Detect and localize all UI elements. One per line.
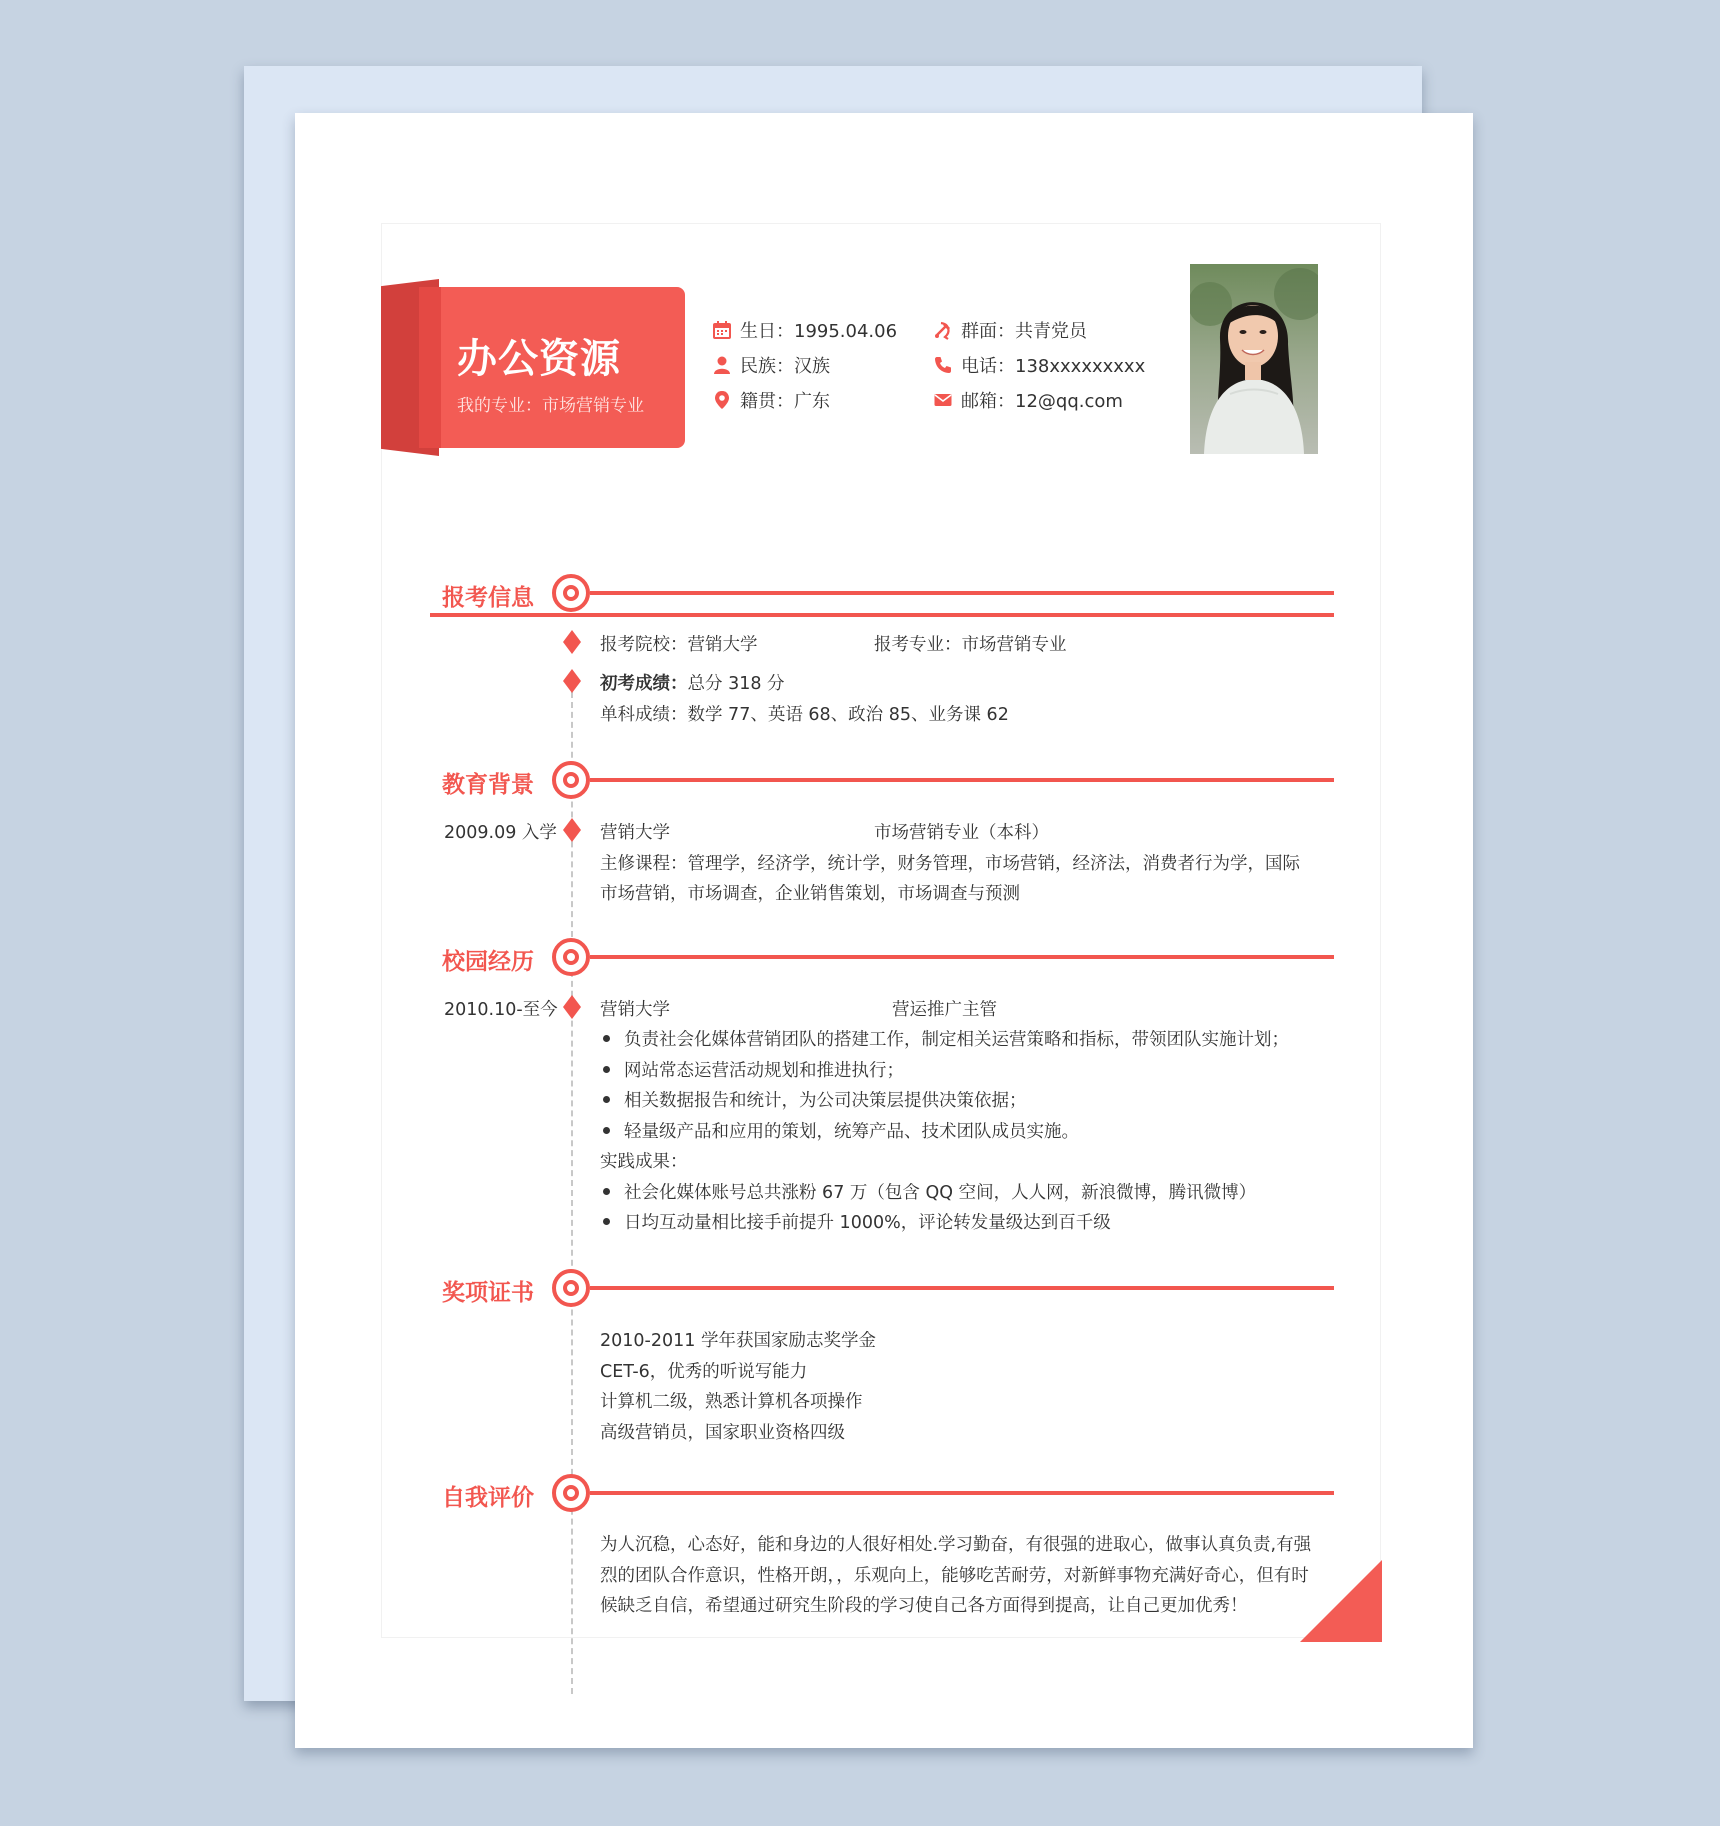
target-icon bbox=[552, 938, 590, 976]
section-title-campus: 校园经历 bbox=[442, 949, 534, 975]
name-ribbon bbox=[381, 279, 685, 456]
campus-role: 营运推广主管 bbox=[892, 1000, 997, 1020]
info-birthday bbox=[712, 317, 897, 343]
self-eval-line: 候缺乏自信，希望通过研究生阶段的学习使自己各方面得到提高，让自己更加优秀！ bbox=[600, 1596, 1248, 1616]
exam-school: 报考院校：营销大学 bbox=[600, 635, 758, 655]
education-date: 2009.09 入学 bbox=[444, 823, 557, 843]
person-icon bbox=[712, 355, 732, 375]
resume-page bbox=[295, 113, 1473, 1748]
candidate-major: 我的专业：市场营销专业 bbox=[457, 396, 644, 416]
duty-item: 相关数据报告和统计，为公司决策层提供决策依据； bbox=[600, 1087, 1027, 1112]
email-text: 邮箱：12@qq.com bbox=[961, 391, 1123, 412]
education-school: 营销大学 bbox=[600, 823, 670, 843]
section-line bbox=[590, 955, 1334, 959]
candidate-photo bbox=[1190, 264, 1318, 454]
info-phone bbox=[933, 352, 1145, 378]
timeline-axis bbox=[571, 692, 573, 1694]
mail-icon bbox=[933, 390, 953, 410]
section-title-education: 教育背景 bbox=[442, 772, 534, 798]
exam-subjects: 单科成绩：数学 77、英语 68、政治 85、业务课 62 bbox=[600, 705, 1009, 725]
diamond-marker bbox=[563, 995, 581, 1019]
section-line bbox=[590, 1286, 1334, 1290]
corner-decoration bbox=[1300, 1560, 1382, 1642]
target-icon bbox=[552, 1269, 590, 1307]
award-item: 2010-2011 学年获国家励志奖学金 bbox=[600, 1331, 876, 1351]
info-hometown bbox=[712, 387, 830, 413]
party-icon bbox=[933, 320, 953, 340]
ribbon-shade bbox=[419, 287, 441, 448]
duty-item: 网站常态运营活动规划和推进执行； bbox=[600, 1057, 904, 1082]
section-title-exam: 报考信息 bbox=[442, 585, 534, 611]
target-icon bbox=[552, 761, 590, 799]
diamond-marker bbox=[563, 630, 581, 654]
hometown-text: 籍贯：广东 bbox=[740, 391, 830, 412]
section-title-self: 自我评价 bbox=[442, 1485, 534, 1511]
award-item: 高级营销员，国家职业资格四级 bbox=[600, 1423, 845, 1443]
section-line bbox=[590, 778, 1334, 782]
location-icon bbox=[712, 390, 732, 410]
target-icon bbox=[552, 574, 590, 612]
self-eval-line: 为人沉稳，心态好，能和身边的人很好相处.学习勤奋，有很强的进取心，做事认真负责,有强 bbox=[600, 1535, 1312, 1555]
diamond-marker bbox=[563, 818, 581, 842]
phone-icon bbox=[933, 355, 953, 375]
award-item: 计算机二级，熟悉计算机各项操作 bbox=[600, 1392, 863, 1412]
section-line bbox=[590, 591, 1334, 595]
section-title-awards: 奖项证书 bbox=[442, 1280, 534, 1306]
exam-major: 报考专业：市场营销专业 bbox=[874, 635, 1067, 655]
ethnicity-text: 民族：汉族 bbox=[740, 356, 830, 377]
exam-initial bbox=[600, 670, 785, 695]
award-item: CET-6，优秀的听说写能力 bbox=[600, 1362, 808, 1382]
birthday-text: 生日：1995.04.06 bbox=[740, 321, 898, 342]
exam-initial-value: 总分 318 分 bbox=[687, 674, 785, 694]
result-item: 日均互动量相比接手前提升 1000%，评论转发量级达到百千级 bbox=[600, 1209, 1111, 1234]
info-ethnicity bbox=[712, 352, 830, 378]
campus-org: 营销大学 bbox=[600, 1000, 670, 1020]
calendar-icon bbox=[712, 320, 732, 340]
education-courses-line: 市场营销，市场调查，企业销售策划，市场调查与预测 bbox=[600, 884, 1020, 904]
info-email bbox=[933, 387, 1123, 413]
header-divider bbox=[430, 613, 1334, 617]
education-courses-line: 主修课程：管理学，经济学，统计学，财务管理，市场营销，经济法，消费者行为学，国际 bbox=[600, 854, 1300, 874]
result-item: 社会化媒体账号总共涨粉 67 万（包含 QQ 空间，人人网，新浪微博，腾讯微博） bbox=[600, 1179, 1256, 1204]
duty-item: 轻量级产品和应用的策划，统筹产品、技术团队成员实施。 bbox=[600, 1118, 1079, 1143]
political-text: 群面：共青党员 bbox=[961, 321, 1087, 342]
resume-content bbox=[381, 223, 1381, 1638]
info-political bbox=[933, 317, 1087, 343]
target-icon bbox=[552, 1474, 590, 1512]
candidate-name: 办公资源 bbox=[457, 336, 621, 382]
duty-item: 负责社会化媒体营销团队的搭建工作，制定相关运营策略和指标，带领团队实施计划； bbox=[600, 1026, 1289, 1051]
phone-text: 电话：138xxxxxxxxx bbox=[961, 356, 1146, 377]
diamond-marker bbox=[563, 669, 581, 693]
campus-date: 2010.10-至今 bbox=[444, 1000, 558, 1020]
exam-initial-label: 初考成绩： bbox=[600, 674, 688, 694]
education-major: 市场营销专业（本科） bbox=[874, 823, 1049, 843]
self-eval-line: 烈的团队合作意识，性格开朗，，乐观向上，能够吃苦耐劳，对新鲜事物充满好奇心，但有时 bbox=[600, 1566, 1309, 1586]
results-label: 实践成果： bbox=[600, 1152, 688, 1172]
section-line bbox=[590, 1491, 1334, 1495]
